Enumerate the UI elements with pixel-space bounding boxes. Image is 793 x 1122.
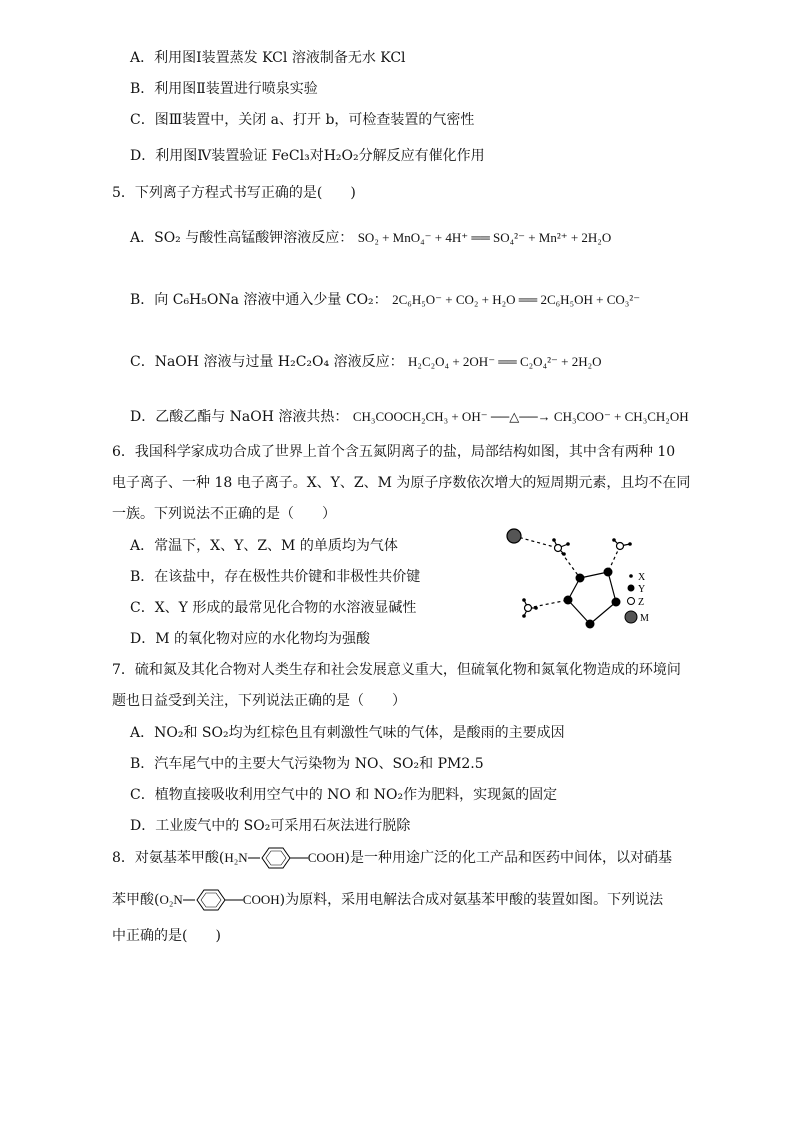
z-atom	[555, 545, 562, 552]
legend-m: M	[640, 613, 649, 624]
q8-line2-end: )为原料，采用电解法合成对氨基苯甲酸的装置如图。下列说法	[279, 892, 664, 908]
q4-option-b: B．利用图Ⅱ装置进行喷泉实验	[130, 81, 318, 97]
benzene-ring-icon	[183, 888, 243, 912]
q5-option-d-equation: CH₃COOCH₂CH₃ + OH⁻ ──△──→ CH₃COO⁻ + CH₃CH₂OH	[352, 409, 689, 424]
q8-line1-start: 8．对氨基苯甲酸(	[112, 850, 225, 866]
q5-option-a-equation: SO₂ + MnO₄⁻ + 4H⁺ ══ SO₄²⁻ + Mn²⁺ + 2H₂O	[357, 230, 612, 245]
legend-y: Y	[638, 584, 646, 595]
q8-stem-line3: 中正确的是( )	[112, 928, 221, 944]
q4-option-a: A．利用图Ⅰ装置蒸发 KCl 溶液制备无水 KCl	[130, 50, 406, 66]
q6-option-c: C．X、Y 形成的最常见化合物的水溶液显碱性	[130, 600, 417, 616]
q8-line1-end: )是一种用途广泛的化工产品和医药中间体，以对硝基	[344, 850, 672, 866]
q7-stem-line2: 题也日益受到关注，下列说法正确的是（ ）	[112, 693, 406, 709]
q5-option-b	[130, 290, 640, 310]
legend-x: X	[638, 572, 646, 583]
q6-stem-line2: 电子离子、一种 18 电子离子。X、Y、Z、M 为原子序数依次增大的短周期元素，且均不在同	[112, 475, 691, 491]
q6-option-a: A．常温下，X、Y、Z、M 的单质均为气体	[130, 538, 398, 554]
q7-stem-line1: 7．硫和氮及其化合物对人类生存和社会发展意义重大，但硫氧化物和氮氧化物造成的环境问	[112, 662, 681, 678]
q5-option-a-label: A．SO₂ 与酸性高锰酸钾溶液反应：	[130, 230, 354, 246]
q6-stem-line3: 一族。下列说法不正确的是（ ）	[112, 506, 336, 522]
q5-option-c-equation: H₂C₂O₄ + 2OH⁻ ══ C₂O₄²⁻ + 2H₂O	[408, 354, 602, 369]
q5-option-c	[130, 352, 602, 372]
z-atom	[525, 605, 532, 612]
m-atom	[507, 529, 521, 543]
q6-stem-line1: 6．我国科学家成功合成了世界上首个含五氮阴离子的盐，局部结构如图，其中含有两种 10	[112, 444, 676, 460]
q5-option-c-label: C．NaOH 溶液与过量 H₂C₂O₄ 溶液反应：	[130, 354, 404, 370]
q7-option-b: B．汽车尾气中的主要大气污染物为 NO、SO₂和 PM2.5	[130, 756, 484, 772]
benzene-ring-icon	[248, 846, 308, 870]
q7-option-a: A．NO₂和 SO₂均为红棕色且有刺激性气味的气体，是酸雨的主要成因	[130, 725, 565, 741]
z-atom	[617, 543, 624, 550]
q6-option-d: D．M 的氧化物对应的水化物均为强酸	[130, 631, 371, 647]
q4-option-c: C．图Ⅲ装置中，关闭 a、打开 b，可检查装置的气密性	[130, 112, 475, 128]
q5-option-b-label: B．向 C₆H₅ONa 溶液中通入少量 CO₂：	[130, 292, 388, 308]
q8-carboxyl-group-2: COOH	[242, 892, 280, 907]
q5-option-d	[130, 407, 689, 427]
q7-option-c: C．植物直接吸收利用空气中的 NO 和 NO₂作为肥料，实现氮的固定	[130, 787, 558, 803]
q5-option-b-equation: 2C₆H₅O⁻ + CO₂ + H₂O ══ 2C₆H₅OH + CO₃²⁻	[392, 292, 641, 307]
q4-option-d: D．利用图Ⅳ装置验证 FeCl₃对H₂O₂分解反应有催化作用	[130, 148, 485, 164]
q7-option-d: D．工业废气中的 SO₂可采用石灰法进行脱除	[130, 818, 411, 834]
q6-structure-diagram	[500, 520, 670, 635]
q5-stem: 5．下列离子方程式书写正确的是( )	[112, 185, 356, 201]
q5-option-d-label: D．乙酸乙酯与 NaOH 溶液共热：	[130, 409, 349, 425]
q6-option-b: B．在该盐中，存在极性共价键和非极性共价键	[130, 569, 421, 585]
q5-option-a	[130, 228, 611, 248]
q8-nitro-group: O₂N	[159, 892, 183, 907]
q8-carboxyl-group: COOH	[307, 850, 345, 865]
q8-amine-group: H₂N	[224, 850, 248, 865]
q8-line2-start: 苯甲酸(	[112, 892, 160, 908]
legend-z: Z	[638, 597, 645, 608]
q8-stem-line1	[112, 846, 672, 870]
q8-stem-line2	[112, 888, 663, 912]
